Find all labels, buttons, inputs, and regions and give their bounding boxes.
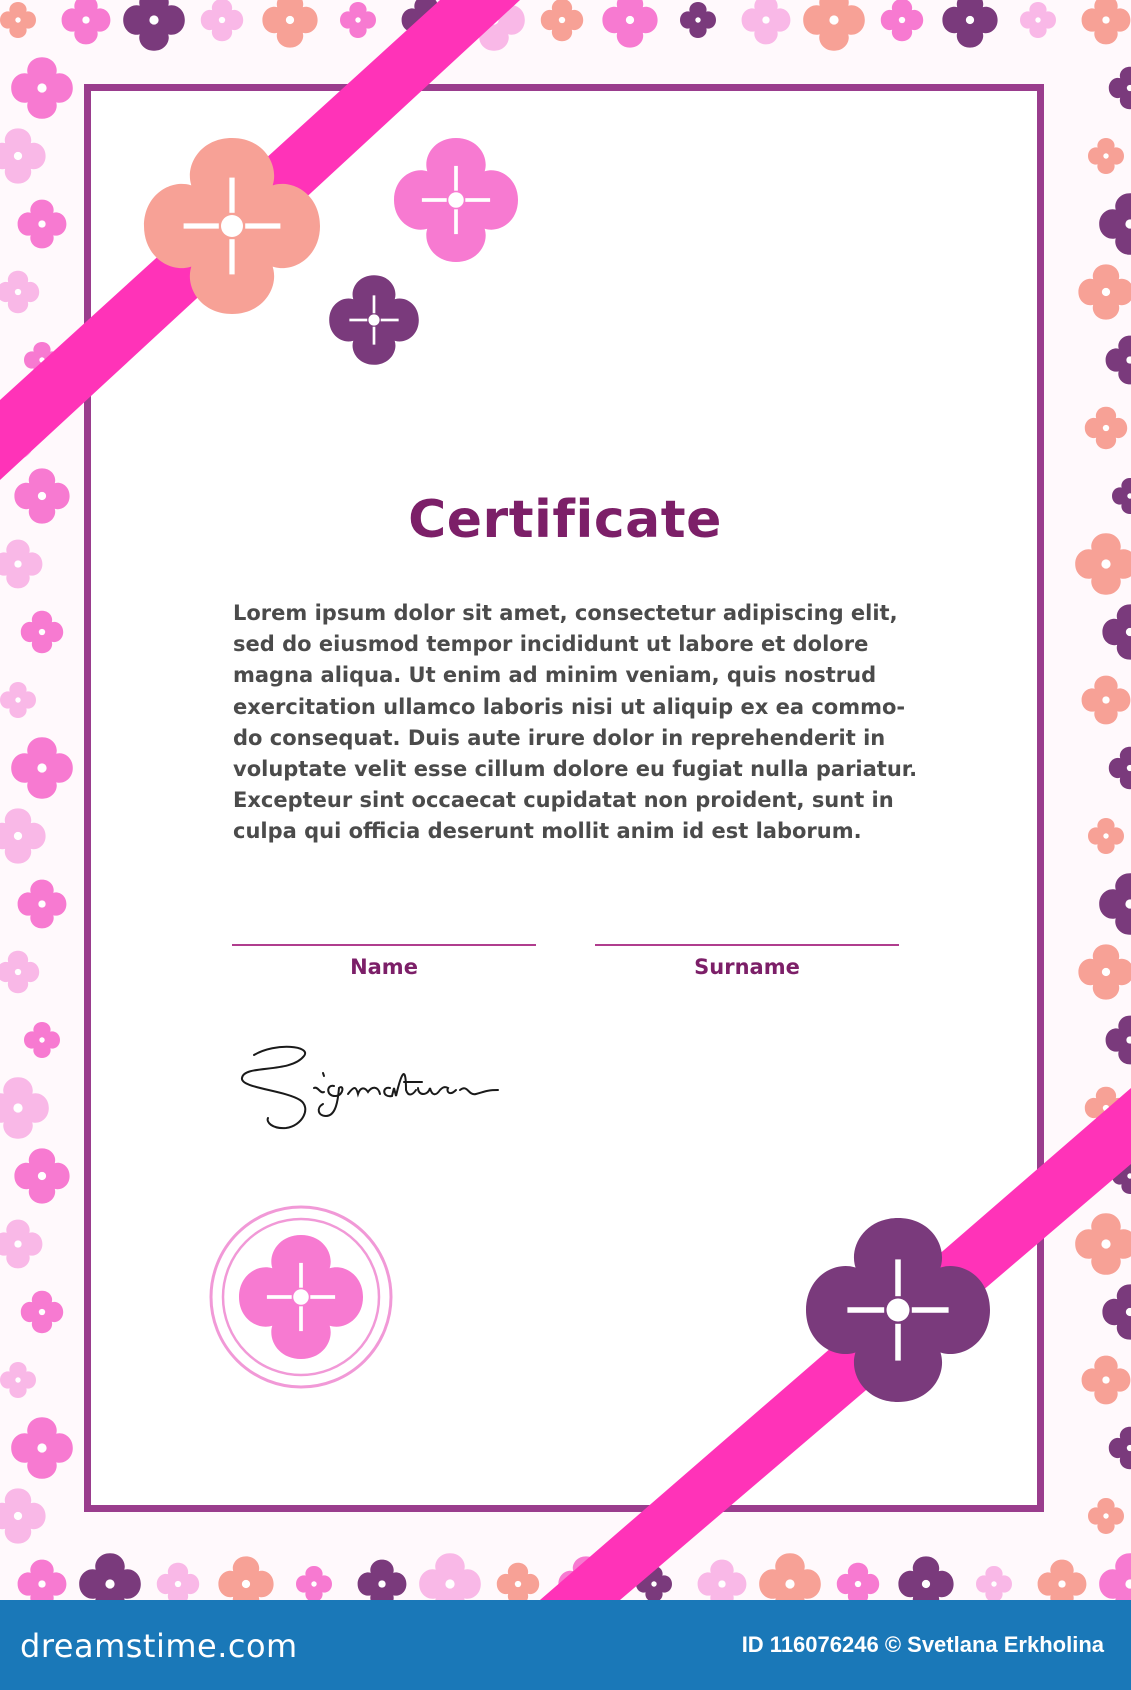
certificate-body-text bbox=[233, 598, 918, 848]
certificate-title: Certificate bbox=[408, 490, 722, 550]
body-line: Lorem ipsum dolor sit amet, consectetur adipiscing elit, bbox=[233, 601, 898, 625]
seal-icon bbox=[206, 1202, 396, 1392]
name-field bbox=[232, 944, 536, 980]
footer-brand[interactable]: dreamstime.com bbox=[20, 1627, 298, 1665]
body-line: voluptate velit esse cillum dolore eu fugiat nulla pariatur. bbox=[233, 757, 918, 782]
body-line: sed do eiusmod tempor incididunt ut labore et dolore bbox=[233, 632, 869, 657]
name-label: Name bbox=[350, 955, 418, 979]
body-line: magna aliqua. Ut enim ad minim veniam, quis nostrud bbox=[233, 663, 877, 688]
surname-label: Surname bbox=[694, 955, 800, 979]
surname-field bbox=[595, 944, 899, 980]
body-line: Excepteur sint occaecat cupidatat non proident, sunt in bbox=[233, 788, 894, 813]
footer-credit: ID 116076246 © Svetlana Erkholina bbox=[741, 1632, 1104, 1657]
body-line: culpa qui officia deserunt mollit anim id est laborum. bbox=[233, 819, 862, 844]
flower-icon bbox=[239, 1235, 363, 1359]
body-line: exercitation ullamco laboris nisi ut aliquip ex ea commo- bbox=[233, 694, 906, 719]
body-line: do consequat. Duis aute irure dolor in reprehenderit in bbox=[233, 725, 886, 750]
stock-footer-bar bbox=[0, 1600, 1131, 1690]
surname-line bbox=[595, 944, 899, 946]
signature-icon bbox=[228, 1030, 518, 1140]
name-line bbox=[232, 944, 536, 946]
